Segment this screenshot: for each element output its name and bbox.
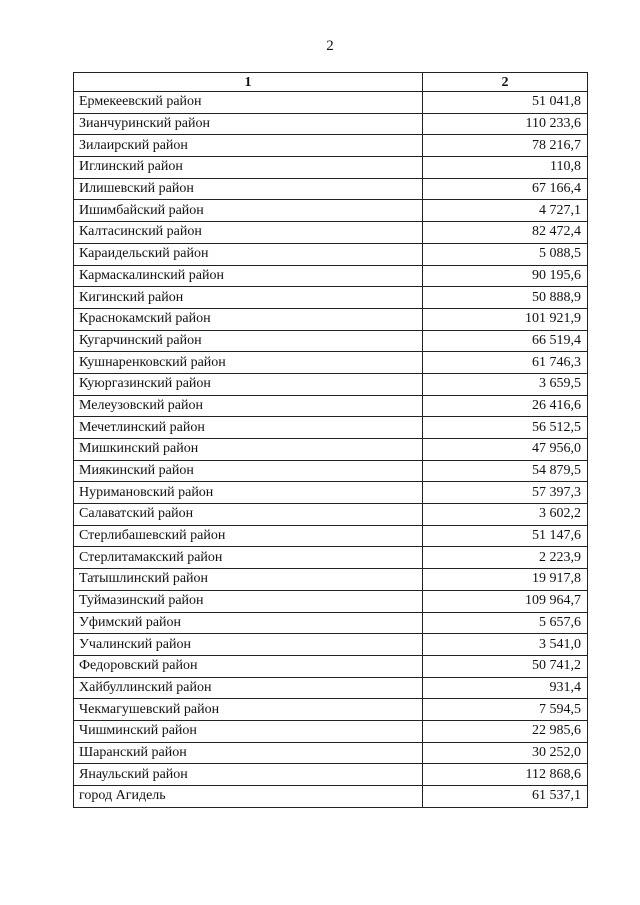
region-name-cell: Шаранский район <box>74 742 423 764</box>
table-row <box>74 590 588 612</box>
region-name-cell: город Агидель <box>74 786 423 808</box>
region-name-cell: Иглинский район <box>74 157 423 179</box>
region-name-cell: Татышлинский район <box>74 569 423 591</box>
region-value-cell: 3 602,2 <box>423 504 588 526</box>
table-row <box>74 655 588 677</box>
region-name-cell: Нуримановский район <box>74 482 423 504</box>
region-name-cell: Илишевский район <box>74 178 423 200</box>
region-name-cell: Мишкинский район <box>74 439 423 461</box>
table-row <box>74 308 588 330</box>
region-name-cell: Стерлитамакский район <box>74 547 423 569</box>
table-row <box>74 243 588 265</box>
region-name-cell: Миякинский район <box>74 460 423 482</box>
table-row <box>74 200 588 222</box>
region-value-cell: 3 659,5 <box>423 373 588 395</box>
region-value-cell: 82 472,4 <box>423 222 588 244</box>
region-value-cell: 19 917,8 <box>423 569 588 591</box>
region-value-cell: 47 956,0 <box>423 439 588 461</box>
page-number: 2 <box>326 38 334 54</box>
table-header-row <box>74 73 588 92</box>
region-value-cell: 66 519,4 <box>423 330 588 352</box>
region-value-cell: 5 088,5 <box>423 243 588 265</box>
region-value-cell: 22 985,6 <box>423 720 588 742</box>
region-value-cell: 4 727,1 <box>423 200 588 222</box>
region-value-cell: 931,4 <box>423 677 588 699</box>
region-name-cell: Зилаирский район <box>74 135 423 157</box>
region-value-cell: 3 541,0 <box>423 634 588 656</box>
table-row <box>74 720 588 742</box>
region-name-cell: Краснокамский район <box>74 308 423 330</box>
table-row <box>74 330 588 352</box>
region-value-cell: 110,8 <box>423 157 588 179</box>
region-name-cell: Уфимский район <box>74 612 423 634</box>
table-row <box>74 612 588 634</box>
column-header-2: 2 <box>423 73 588 92</box>
column-header-1: 1 <box>74 73 423 92</box>
region-name-cell: Кушнаренковский район <box>74 352 423 374</box>
table-row <box>74 460 588 482</box>
region-name-cell: Хайбуллинский район <box>74 677 423 699</box>
region-name-cell: Кугарчинский район <box>74 330 423 352</box>
table-row <box>74 504 588 526</box>
region-name-cell: Ермекеевский район <box>74 92 423 114</box>
region-value-cell: 50 888,9 <box>423 287 588 309</box>
region-name-cell: Салаватский район <box>74 504 423 526</box>
region-name-cell: Кигинский район <box>74 287 423 309</box>
table-row <box>74 525 588 547</box>
region-value-cell: 110 233,6 <box>423 113 588 135</box>
region-name-cell: Куюргазинский район <box>74 373 423 395</box>
region-value-cell: 50 741,2 <box>423 655 588 677</box>
table-row <box>74 395 588 417</box>
region-name-cell: Калтасинский район <box>74 222 423 244</box>
region-value-cell: 57 397,3 <box>423 482 588 504</box>
table-row <box>74 373 588 395</box>
region-value-cell: 109 964,7 <box>423 590 588 612</box>
region-value-cell: 112 868,6 <box>423 764 588 786</box>
table-row <box>74 113 588 135</box>
table-row <box>74 439 588 461</box>
table-row <box>74 287 588 309</box>
table-row <box>74 482 588 504</box>
region-name-cell: Кармаскалинский район <box>74 265 423 287</box>
table-row <box>74 135 588 157</box>
region-name-cell: Янаульский район <box>74 764 423 786</box>
region-name-cell: Федоровский район <box>74 655 423 677</box>
table-body <box>74 92 588 808</box>
region-name-cell: Туймазинский район <box>74 590 423 612</box>
region-value-cell: 51 147,6 <box>423 525 588 547</box>
region-value-cell: 78 216,7 <box>423 135 588 157</box>
table-row <box>74 569 588 591</box>
region-name-cell: Зианчуринский район <box>74 113 423 135</box>
region-value-cell: 90 195,6 <box>423 265 588 287</box>
table-row <box>74 178 588 200</box>
region-value-cell: 5 657,6 <box>423 612 588 634</box>
region-name-cell: Чекмагушевский район <box>74 699 423 721</box>
region-name-cell: Мечетлинский район <box>74 417 423 439</box>
region-name-cell: Стерлибашевский район <box>74 525 423 547</box>
region-value-cell: 61 746,3 <box>423 352 588 374</box>
region-value-cell: 67 166,4 <box>423 178 588 200</box>
table-row <box>74 222 588 244</box>
region-name-cell: Чишминский район <box>74 720 423 742</box>
table-row <box>74 547 588 569</box>
region-value-cell: 56 512,5 <box>423 417 588 439</box>
table-row <box>74 352 588 374</box>
region-value-cell: 51 041,8 <box>423 92 588 114</box>
table-row <box>74 157 588 179</box>
region-value-cell: 26 416,6 <box>423 395 588 417</box>
region-value-cell: 7 594,5 <box>423 699 588 721</box>
region-name-cell: Мелеузовский район <box>74 395 423 417</box>
table-row <box>74 92 588 114</box>
table-row <box>74 417 588 439</box>
table-row <box>74 699 588 721</box>
table-row <box>74 265 588 287</box>
region-value-cell: 54 879,5 <box>423 460 588 482</box>
region-value-cell: 101 921,9 <box>423 308 588 330</box>
region-name-cell: Учалинский район <box>74 634 423 656</box>
regions-table <box>73 72 588 808</box>
table-row <box>74 634 588 656</box>
region-value-cell: 30 252,0 <box>423 742 588 764</box>
region-value-cell: 61 537,1 <box>423 786 588 808</box>
table-row <box>74 764 588 786</box>
table-row <box>74 742 588 764</box>
table-row <box>74 677 588 699</box>
region-name-cell: Ишимбайский район <box>74 200 423 222</box>
table-row <box>74 786 588 808</box>
region-name-cell: Караидельский район <box>74 243 423 265</box>
region-value-cell: 2 223,9 <box>423 547 588 569</box>
